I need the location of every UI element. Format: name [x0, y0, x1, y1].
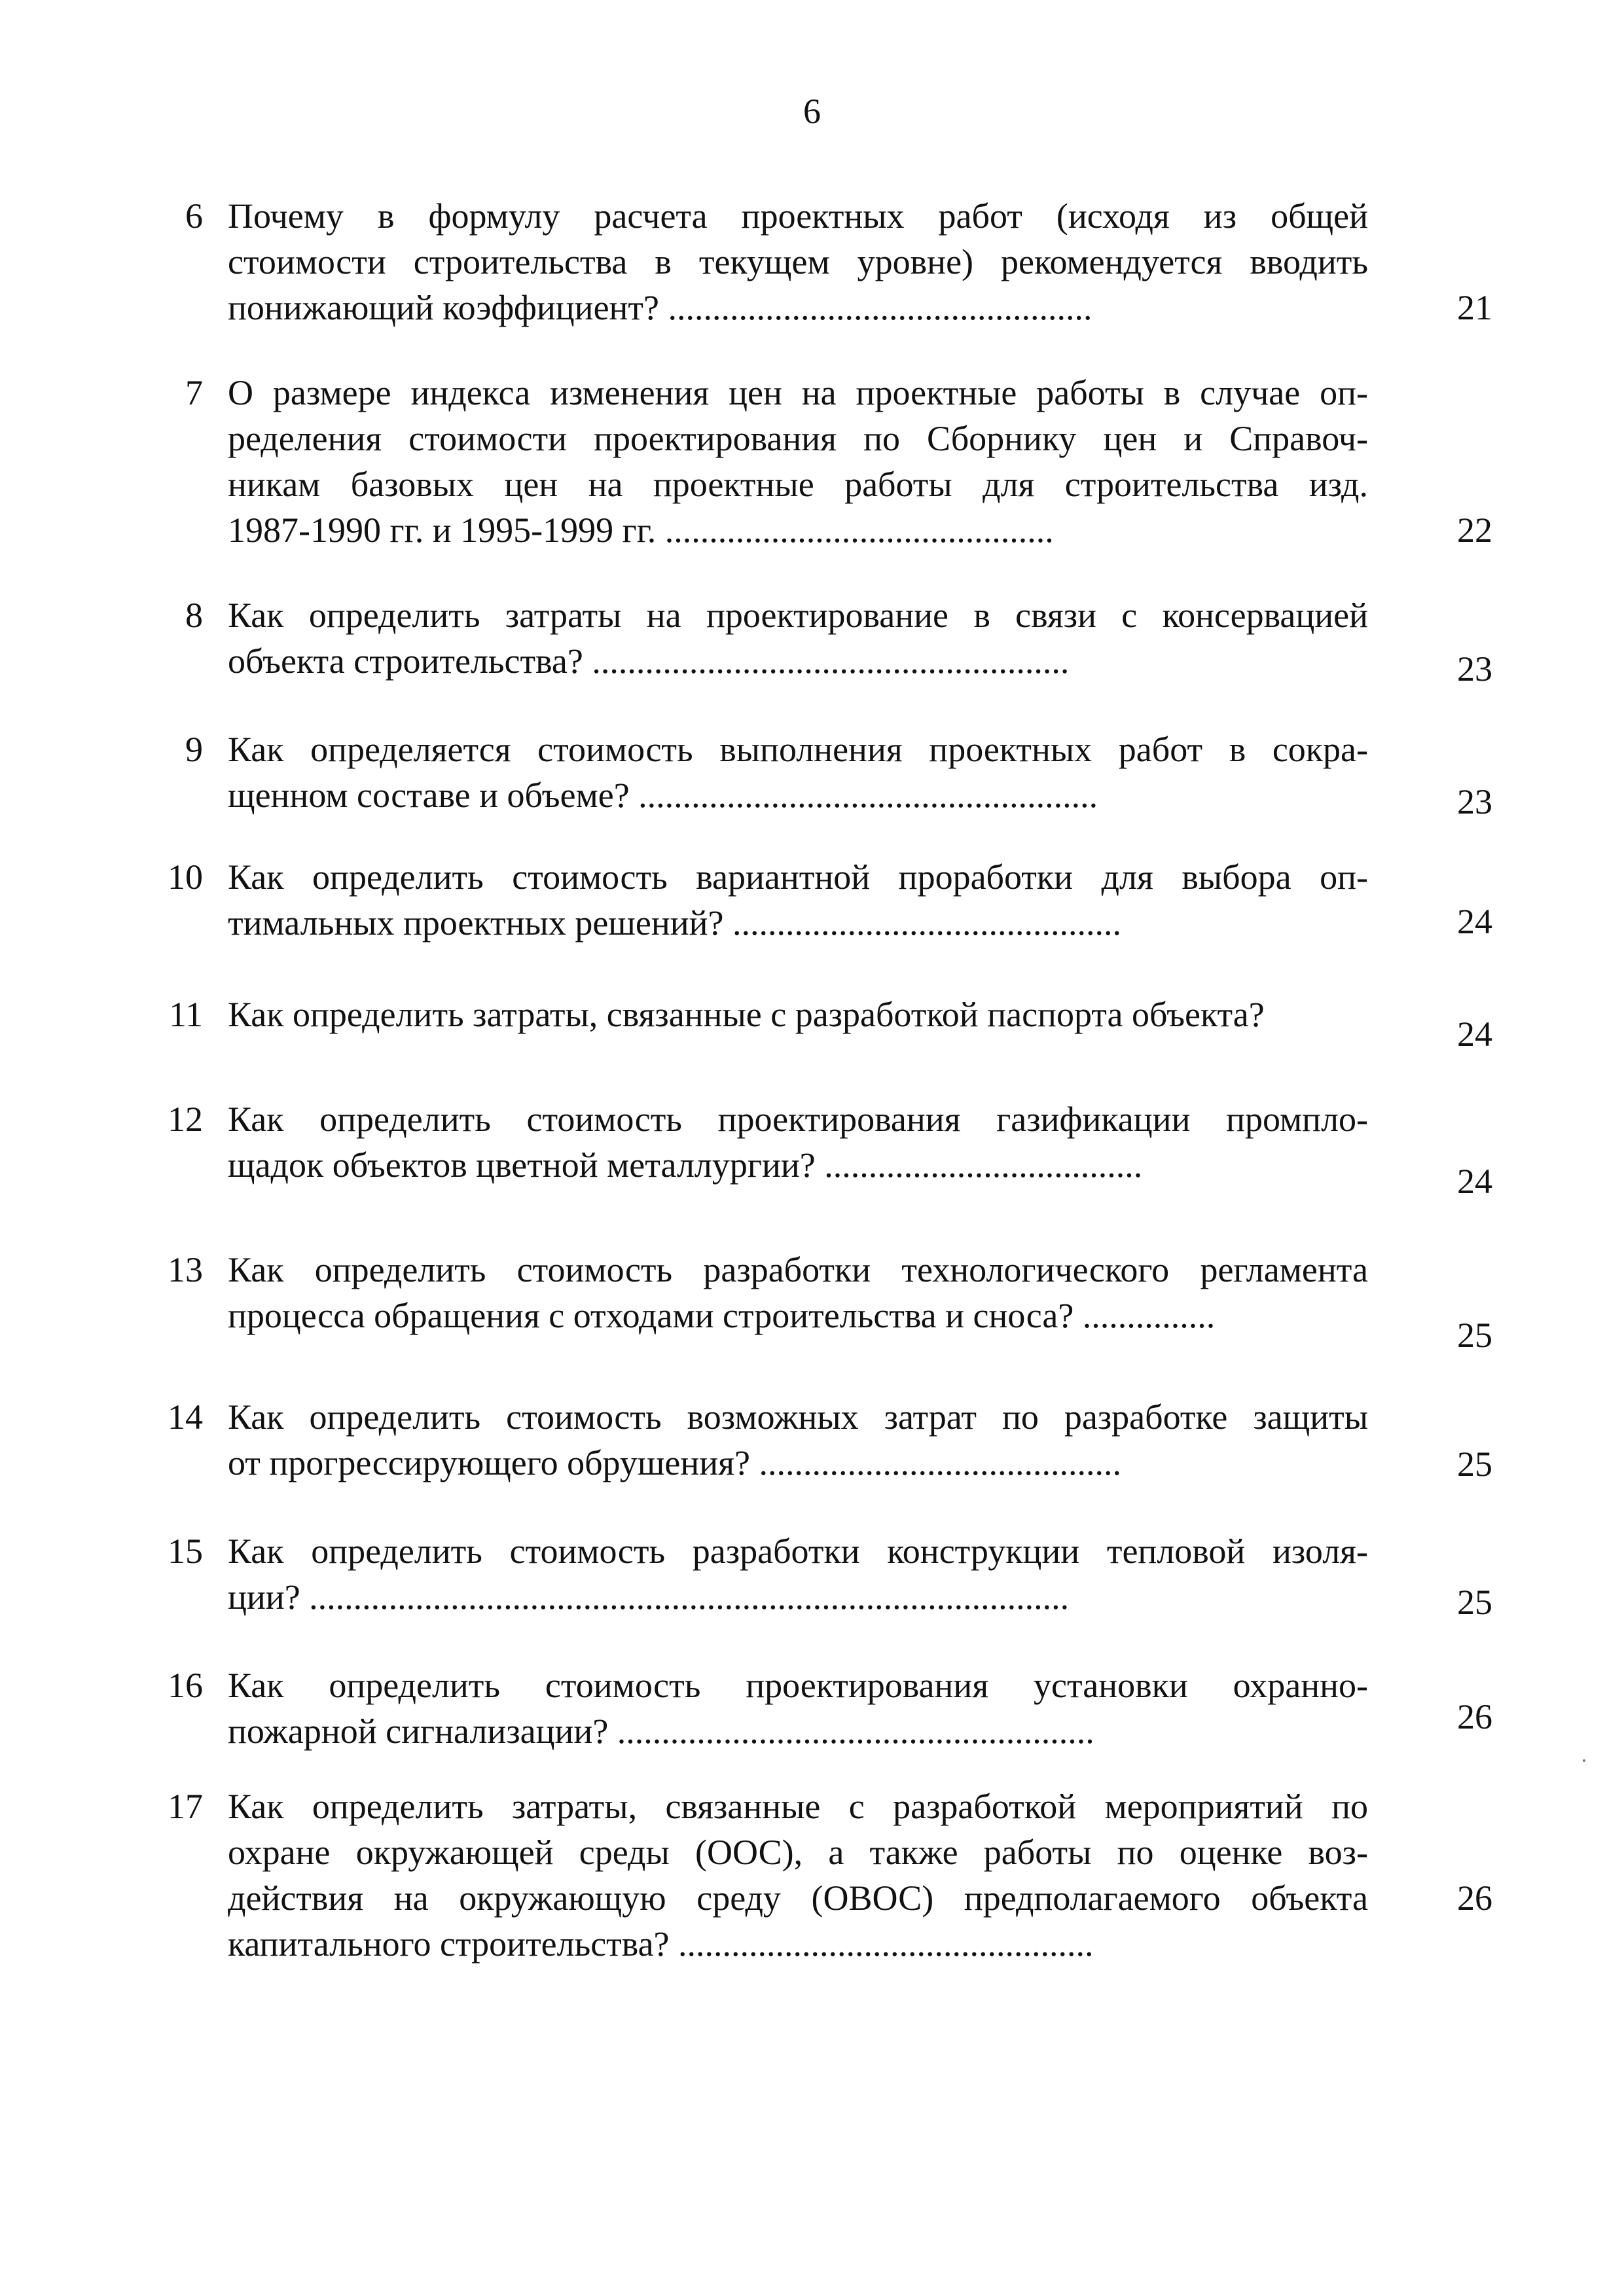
entry-number: 11: [169, 995, 203, 1034]
entry-line: пожарной сигнализации? ......................................................: [228, 1712, 1094, 1751]
entry-page-number: 22: [1457, 511, 1492, 550]
toc-entry: [151, 1394, 1492, 1486]
entry-line: ределения стоимости проектирования по Сборнику цен и Справоч-: [228, 419, 1368, 458]
entry-number: 7: [185, 373, 203, 412]
entry-page-number: 25: [1457, 1316, 1492, 1355]
scan-speck: [1583, 1759, 1585, 1762]
toc-entry: [151, 854, 1492, 946]
entry-line: объекта строительства? ......................................................: [228, 641, 1070, 681]
entry-page-number: 26: [1457, 1697, 1492, 1736]
toc-entry: [151, 1247, 1492, 1358]
toc-entry: [151, 193, 1492, 331]
entry-line: Как определить стоимость вариантной проработки для выбора оп-: [228, 857, 1368, 897]
entry-line: Как определить стоимость возможных затрат по разработке защиты: [228, 1397, 1368, 1437]
entry-page-number: 25: [1457, 1583, 1492, 1622]
entry-line: ции? ......................................................................................: [228, 1577, 1070, 1617]
entry-line: Как определить затраты, связанные с разработкой паспорта объекта?: [228, 995, 1265, 1034]
entry-text: [228, 1784, 1368, 1967]
entry-line: щенном составе и объеме? ....................................................: [228, 776, 1098, 815]
entry-line: щадок объектов цветной металлургии? ....................................: [228, 1145, 1143, 1185]
entry-page-number: 23: [1457, 782, 1492, 821]
entry-line: Как определить затраты на проектирование в связи с консервацией: [228, 596, 1368, 635]
entry-line: Как определить стоимость проектирования установки охранно-: [228, 1666, 1368, 1705]
entry-line: Как определить стоимость разработки конструкции тепловой изоля-: [228, 1532, 1368, 1571]
entry-line: Как определяется стоимость выполнения проектных работ в сокра-: [228, 730, 1368, 769]
entry-line: Как определить стоимость проектирования газификации промпло-: [228, 1100, 1368, 1139]
entry-page-number: 23: [1457, 649, 1492, 689]
entry-text: [228, 854, 1368, 946]
entry-number: 12: [168, 1100, 203, 1139]
entry-text: [228, 1528, 1368, 1620]
entry-number: 15: [168, 1532, 203, 1571]
toc-entry: [151, 370, 1492, 553]
entry-line: 1987-1990 гг. и 1995-1999 гг. ............................................: [228, 511, 1054, 550]
entry-number: 14: [168, 1397, 203, 1437]
entry-number: 16: [168, 1666, 203, 1705]
entry-line: процесса обращения с отходами строительства и сноса? ...............: [228, 1296, 1216, 1335]
entry-page-number: 25: [1457, 1444, 1492, 1484]
entry-line: Как определить затраты, связанные с разработкой мероприятий по: [228, 1787, 1368, 1826]
toc-entry: [151, 1662, 1492, 1754]
entry-line: охране окружающей среды (ООС), а также работы по оценке воз-: [228, 1833, 1368, 1872]
entry-number: 13: [168, 1250, 203, 1289]
entry-line: Как определить стоимость разработки технологического регламента: [228, 1250, 1368, 1289]
entry-line: стоимости строительства в текущем уровне) рекомендуется вводить: [228, 242, 1368, 281]
entry-line: от прогрессирующего обрушения? .........................................: [228, 1443, 1121, 1482]
entry-text: [228, 193, 1368, 331]
entry-line: никам базовых цен на проектные работы для строительства изд.: [228, 465, 1368, 504]
entry-text: [228, 1247, 1368, 1338]
toc-entry: [151, 592, 1492, 689]
entry-page-number: 26: [1457, 1878, 1492, 1918]
entry-text: [228, 592, 1368, 684]
entry-line: тимальных проектных решений? ............................................: [228, 903, 1122, 942]
entry-text: [228, 1662, 1368, 1754]
toc-entry: [151, 1784, 1492, 1967]
toc-entry: [151, 992, 1492, 1057]
entry-page-number: 24: [1457, 1162, 1492, 1201]
entry-number: 10: [168, 857, 203, 897]
entry-text: [228, 1096, 1368, 1188]
toc-entry: [151, 1096, 1492, 1201]
entry-page-number: 24: [1457, 1014, 1492, 1054]
toc-entry: [151, 726, 1492, 821]
entry-line: действия на окружающую среду (ОВОС) предполагаемого объекта: [228, 1878, 1368, 1918]
entry-line: понижающий коэффициент? ................................................: [228, 288, 1092, 327]
entry-page-number: 21: [1457, 288, 1492, 327]
entry-line: О размере индекса изменения цен на проектные работы в случае оп-: [228, 373, 1368, 412]
entry-text: [228, 726, 1368, 818]
entry-number: 8: [185, 596, 203, 635]
entry-text: [228, 992, 1368, 1037]
entry-page-number: 24: [1457, 902, 1492, 941]
toc-entry: [151, 1528, 1492, 1626]
entry-number: 9: [185, 730, 203, 769]
entry-text: [228, 1394, 1368, 1486]
entry-number: 6: [185, 196, 203, 236]
entry-text: [228, 370, 1368, 553]
page-number: 6: [803, 92, 821, 131]
entry-line: капитального строительства? ...............................................: [228, 1924, 1094, 1964]
entry-number: 17: [168, 1787, 203, 1826]
entry-line: Почему в формулу расчета проектных работ (исходя из общей: [228, 196, 1368, 236]
